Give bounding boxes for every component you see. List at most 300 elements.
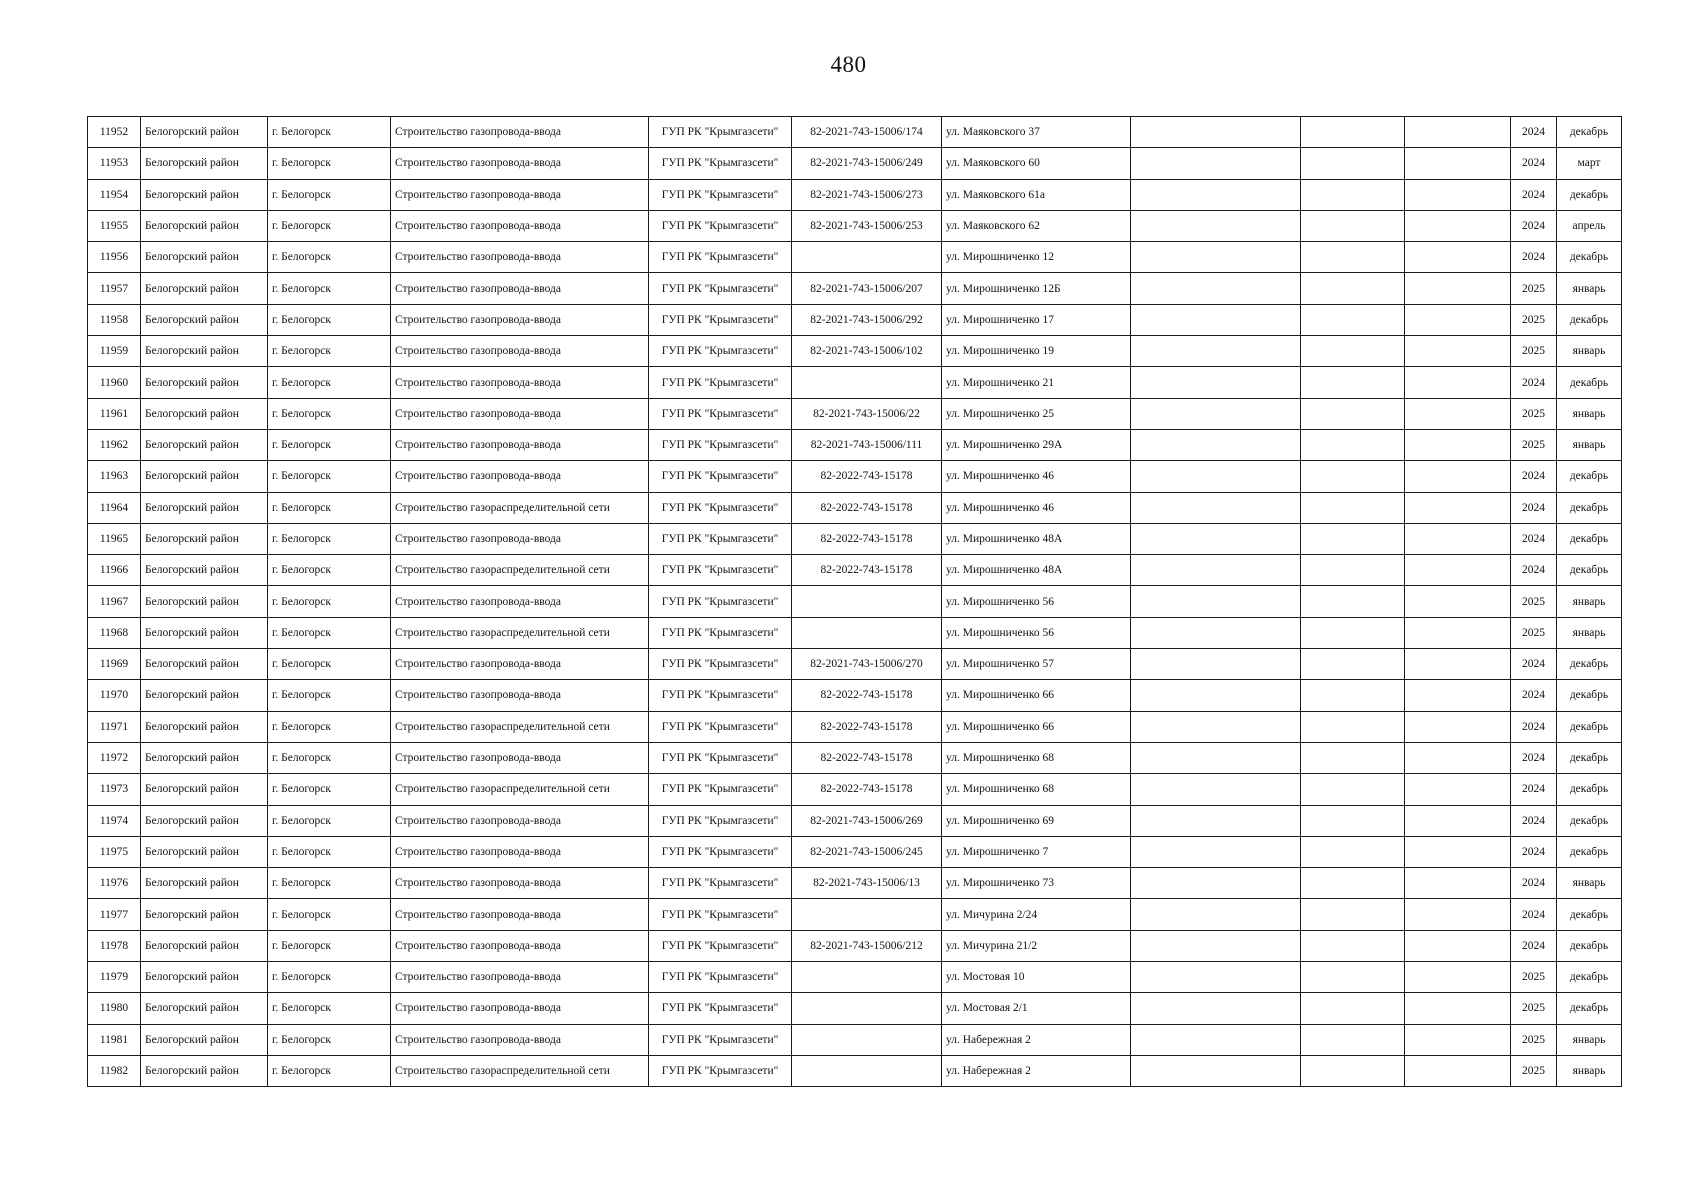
district-cell: Белогорский район bbox=[141, 179, 268, 210]
year-cell: 2024 bbox=[1511, 117, 1557, 148]
city-cell: г. Белогорск bbox=[268, 555, 391, 586]
table-row bbox=[88, 367, 1622, 398]
organization-cell: ГУП РК "Крымгазсети" bbox=[649, 930, 792, 961]
row-number-cell: 11958 bbox=[88, 304, 141, 335]
work-type-cell: Строительство газопровода-ввода bbox=[391, 868, 649, 899]
city-cell: г. Белогорск bbox=[268, 179, 391, 210]
row-number-cell: 11952 bbox=[88, 117, 141, 148]
address-cell: ул. Мирошниченко 66 bbox=[942, 680, 1131, 711]
city-cell: г. Белогорск bbox=[268, 805, 391, 836]
year-cell: 2024 bbox=[1511, 367, 1557, 398]
year-cell: 2025 bbox=[1511, 304, 1557, 335]
empty-cell bbox=[1405, 398, 1511, 429]
month-cell: декабрь bbox=[1557, 680, 1622, 711]
empty-cell bbox=[1405, 273, 1511, 304]
month-cell: декабрь bbox=[1557, 742, 1622, 773]
work-type-cell: Строительство газопровода-ввода bbox=[391, 930, 649, 961]
empty-cell bbox=[1301, 148, 1405, 179]
empty-cell bbox=[1301, 711, 1405, 742]
year-cell: 2025 bbox=[1511, 1024, 1557, 1055]
district-cell: Белогорский район bbox=[141, 461, 268, 492]
address-cell: ул. Мирошниченко 21 bbox=[942, 367, 1131, 398]
organization-cell: ГУП РК "Крымгазсети" bbox=[649, 304, 792, 335]
empty-cell bbox=[1405, 836, 1511, 867]
city-cell: г. Белогорск bbox=[268, 711, 391, 742]
empty-cell bbox=[1131, 117, 1301, 148]
empty-cell bbox=[1301, 930, 1405, 961]
city-cell: г. Белогорск bbox=[268, 461, 391, 492]
work-type-cell: Строительство газораспределительной сети bbox=[391, 711, 649, 742]
address-cell: ул. Набережная 2 bbox=[942, 1055, 1131, 1086]
project-code-cell bbox=[792, 242, 942, 273]
project-code-cell: 82-2021-743-15006/249 bbox=[792, 148, 942, 179]
row-number-cell: 11961 bbox=[88, 398, 141, 429]
city-cell: г. Белогорск bbox=[268, 148, 391, 179]
district-cell: Белогорский район bbox=[141, 899, 268, 930]
empty-cell bbox=[1405, 617, 1511, 648]
empty-cell bbox=[1131, 210, 1301, 241]
empty-cell bbox=[1131, 492, 1301, 523]
work-type-cell: Строительство газопровода-ввода bbox=[391, 148, 649, 179]
district-cell: Белогорский район bbox=[141, 210, 268, 241]
row-number-cell: 11967 bbox=[88, 586, 141, 617]
address-cell: ул. Мирошниченко 12Б bbox=[942, 273, 1131, 304]
work-type-cell: Строительство газораспределительной сети bbox=[391, 555, 649, 586]
city-cell: г. Белогорск bbox=[268, 617, 391, 648]
project-code-cell: 82-2022-743-15178 bbox=[792, 711, 942, 742]
year-cell: 2024 bbox=[1511, 742, 1557, 773]
organization-cell: ГУП РК "Крымгазсети" bbox=[649, 774, 792, 805]
address-cell: ул. Мостовая 2/1 bbox=[942, 993, 1131, 1024]
empty-cell bbox=[1131, 649, 1301, 680]
empty-cell bbox=[1301, 523, 1405, 554]
month-cell: март bbox=[1557, 148, 1622, 179]
table-row bbox=[88, 805, 1622, 836]
empty-cell bbox=[1301, 492, 1405, 523]
project-code-cell: 82-2022-743-15178 bbox=[792, 555, 942, 586]
year-cell: 2024 bbox=[1511, 680, 1557, 711]
empty-cell bbox=[1131, 461, 1301, 492]
empty-cell bbox=[1405, 148, 1511, 179]
city-cell: г. Белогорск bbox=[268, 930, 391, 961]
organization-cell: ГУП РК "Крымгазсети" bbox=[649, 273, 792, 304]
table-row bbox=[88, 836, 1622, 867]
work-type-cell: Строительство газораспределительной сети bbox=[391, 492, 649, 523]
empty-cell bbox=[1301, 868, 1405, 899]
year-cell: 2024 bbox=[1511, 148, 1557, 179]
month-cell: декабрь bbox=[1557, 367, 1622, 398]
address-cell: ул. Мостовая 10 bbox=[942, 962, 1131, 993]
district-cell: Белогорский район bbox=[141, 805, 268, 836]
month-cell: декабрь bbox=[1557, 774, 1622, 805]
row-number-cell: 11975 bbox=[88, 836, 141, 867]
empty-cell bbox=[1131, 680, 1301, 711]
organization-cell: ГУП РК "Крымгазсети" bbox=[649, 492, 792, 523]
project-code-cell bbox=[792, 586, 942, 617]
table-row bbox=[88, 304, 1622, 335]
empty-cell bbox=[1301, 1055, 1405, 1086]
address-cell: ул. Набережная 2 bbox=[942, 1024, 1131, 1055]
empty-cell bbox=[1131, 774, 1301, 805]
row-number-cell: 11972 bbox=[88, 742, 141, 773]
city-cell: г. Белогорск bbox=[268, 336, 391, 367]
empty-cell bbox=[1131, 930, 1301, 961]
work-type-cell: Строительство газораспределительной сети bbox=[391, 774, 649, 805]
organization-cell: ГУП РК "Крымгазсети" bbox=[649, 398, 792, 429]
district-cell: Белогорский район bbox=[141, 1055, 268, 1086]
empty-cell bbox=[1131, 1024, 1301, 1055]
address-cell: ул. Мирошниченко 7 bbox=[942, 836, 1131, 867]
city-cell: г. Белогорск bbox=[268, 1024, 391, 1055]
organization-cell: ГУП РК "Крымгазсети" bbox=[649, 805, 792, 836]
empty-cell bbox=[1301, 962, 1405, 993]
city-cell: г. Белогорск bbox=[268, 586, 391, 617]
empty-cell bbox=[1405, 304, 1511, 335]
year-cell: 2025 bbox=[1511, 336, 1557, 367]
empty-cell bbox=[1131, 899, 1301, 930]
district-cell: Белогорский район bbox=[141, 742, 268, 773]
work-type-cell: Строительство газопровода-ввода bbox=[391, 805, 649, 836]
project-code-cell: 82-2021-743-15006/207 bbox=[792, 273, 942, 304]
project-code-cell: 82-2021-743-15006/292 bbox=[792, 304, 942, 335]
table-row bbox=[88, 273, 1622, 304]
row-number-cell: 11964 bbox=[88, 492, 141, 523]
empty-cell bbox=[1131, 1055, 1301, 1086]
empty-cell bbox=[1131, 617, 1301, 648]
work-type-cell: Строительство газопровода-ввода bbox=[391, 117, 649, 148]
empty-cell bbox=[1301, 555, 1405, 586]
row-number-cell: 11962 bbox=[88, 429, 141, 460]
table-row bbox=[88, 492, 1622, 523]
city-cell: г. Белогорск bbox=[268, 210, 391, 241]
organization-cell: ГУП РК "Крымгазсети" bbox=[649, 742, 792, 773]
table-row bbox=[88, 586, 1622, 617]
organization-cell: ГУП РК "Крымгазсети" bbox=[649, 179, 792, 210]
work-type-cell: Строительство газопровода-ввода bbox=[391, 367, 649, 398]
organization-cell: ГУП РК "Крымгазсети" bbox=[649, 836, 792, 867]
table-row bbox=[88, 461, 1622, 492]
table-row bbox=[88, 711, 1622, 742]
work-type-cell: Строительство газопровода-ввода bbox=[391, 993, 649, 1024]
project-code-cell: 82-2021-743-15006/212 bbox=[792, 930, 942, 961]
project-code-cell bbox=[792, 1055, 942, 1086]
empty-cell bbox=[1301, 117, 1405, 148]
empty-cell bbox=[1301, 1024, 1405, 1055]
empty-cell bbox=[1131, 429, 1301, 460]
table-row bbox=[88, 962, 1622, 993]
district-cell: Белогорский район bbox=[141, 304, 268, 335]
project-code-cell: 82-2021-743-15006/13 bbox=[792, 868, 942, 899]
year-cell: 2024 bbox=[1511, 461, 1557, 492]
year-cell: 2025 bbox=[1511, 993, 1557, 1024]
table-row bbox=[88, 336, 1622, 367]
row-number-cell: 11982 bbox=[88, 1055, 141, 1086]
district-cell: Белогорский район bbox=[141, 242, 268, 273]
row-number-cell: 11959 bbox=[88, 336, 141, 367]
row-number-cell: 11963 bbox=[88, 461, 141, 492]
empty-cell bbox=[1301, 586, 1405, 617]
table-row bbox=[88, 649, 1622, 680]
city-cell: г. Белогорск bbox=[268, 429, 391, 460]
work-type-cell: Строительство газопровода-ввода bbox=[391, 461, 649, 492]
work-type-cell: Строительство газопровода-ввода bbox=[391, 586, 649, 617]
empty-cell bbox=[1405, 649, 1511, 680]
table-row bbox=[88, 523, 1622, 554]
address-cell: ул. Мирошниченко 57 bbox=[942, 649, 1131, 680]
address-cell: ул. Мирошниченко 25 bbox=[942, 398, 1131, 429]
table-row bbox=[88, 774, 1622, 805]
table-row bbox=[88, 210, 1622, 241]
empty-cell bbox=[1301, 805, 1405, 836]
work-type-cell: Строительство газопровода-ввода bbox=[391, 1024, 649, 1055]
row-number-cell: 11981 bbox=[88, 1024, 141, 1055]
table-row bbox=[88, 242, 1622, 273]
table-row bbox=[88, 868, 1622, 899]
city-cell: г. Белогорск bbox=[268, 899, 391, 930]
district-cell: Белогорский район bbox=[141, 993, 268, 1024]
year-cell: 2024 bbox=[1511, 711, 1557, 742]
row-number-cell: 11971 bbox=[88, 711, 141, 742]
work-type-cell: Строительство газораспределительной сети bbox=[391, 1055, 649, 1086]
empty-cell bbox=[1405, 117, 1511, 148]
row-number-cell: 11956 bbox=[88, 242, 141, 273]
row-number-cell: 11974 bbox=[88, 805, 141, 836]
address-cell: ул. Мирошниченко 68 bbox=[942, 774, 1131, 805]
empty-cell bbox=[1301, 429, 1405, 460]
district-cell: Белогорский район bbox=[141, 555, 268, 586]
empty-cell bbox=[1301, 899, 1405, 930]
empty-cell bbox=[1405, 680, 1511, 711]
table-row bbox=[88, 1055, 1622, 1086]
work-type-cell: Строительство газопровода-ввода bbox=[391, 304, 649, 335]
empty-cell bbox=[1405, 805, 1511, 836]
city-cell: г. Белогорск bbox=[268, 962, 391, 993]
organization-cell: ГУП РК "Крымгазсети" bbox=[649, 617, 792, 648]
month-cell: январь bbox=[1557, 398, 1622, 429]
row-number-cell: 11976 bbox=[88, 868, 141, 899]
table-row bbox=[88, 617, 1622, 648]
city-cell: г. Белогорск bbox=[268, 273, 391, 304]
project-code-cell: 82-2021-743-15006/174 bbox=[792, 117, 942, 148]
address-cell: ул. Мирошниченко 73 bbox=[942, 868, 1131, 899]
project-code-cell: 82-2021-743-15006/253 bbox=[792, 210, 942, 241]
city-cell: г. Белогорск bbox=[268, 1055, 391, 1086]
organization-cell: ГУП РК "Крымгазсети" bbox=[649, 711, 792, 742]
row-number-cell: 11978 bbox=[88, 930, 141, 961]
row-number-cell: 11970 bbox=[88, 680, 141, 711]
work-type-cell: Строительство газопровода-ввода bbox=[391, 210, 649, 241]
project-code-cell bbox=[792, 617, 942, 648]
table-row bbox=[88, 398, 1622, 429]
empty-cell bbox=[1405, 930, 1511, 961]
empty-cell bbox=[1405, 1055, 1511, 1086]
row-number-cell: 11979 bbox=[88, 962, 141, 993]
row-number-cell: 11969 bbox=[88, 649, 141, 680]
project-code-cell: 82-2022-743-15178 bbox=[792, 680, 942, 711]
table-row bbox=[88, 179, 1622, 210]
table-body bbox=[88, 117, 1622, 1087]
district-cell: Белогорский район bbox=[141, 117, 268, 148]
city-cell: г. Белогорск bbox=[268, 680, 391, 711]
work-type-cell: Строительство газопровода-ввода bbox=[391, 523, 649, 554]
empty-cell bbox=[1405, 523, 1511, 554]
project-code-cell: 82-2022-743-15178 bbox=[792, 523, 942, 554]
organization-cell: ГУП РК "Крымгазсети" bbox=[649, 899, 792, 930]
year-cell: 2024 bbox=[1511, 492, 1557, 523]
organization-cell: ГУП РК "Крымгазсети" bbox=[649, 868, 792, 899]
empty-cell bbox=[1301, 774, 1405, 805]
project-code-cell: 82-2021-743-15006/273 bbox=[792, 179, 942, 210]
year-cell: 2025 bbox=[1511, 586, 1557, 617]
page-number: 480 bbox=[830, 52, 867, 77]
organization-cell: ГУП РК "Крымгазсети" bbox=[649, 523, 792, 554]
project-code-cell bbox=[792, 367, 942, 398]
empty-cell bbox=[1131, 304, 1301, 335]
empty-cell bbox=[1301, 179, 1405, 210]
empty-cell bbox=[1405, 461, 1511, 492]
organization-cell: ГУП РК "Крымгазсети" bbox=[649, 336, 792, 367]
gasification-table bbox=[87, 116, 1622, 1087]
project-code-cell: 82-2022-743-15178 bbox=[792, 742, 942, 773]
work-type-cell: Строительство газопровода-ввода bbox=[391, 836, 649, 867]
year-cell: 2024 bbox=[1511, 805, 1557, 836]
empty-cell bbox=[1405, 993, 1511, 1024]
empty-cell bbox=[1301, 367, 1405, 398]
year-cell: 2025 bbox=[1511, 398, 1557, 429]
empty-cell bbox=[1405, 586, 1511, 617]
city-cell: г. Белогорск bbox=[268, 367, 391, 398]
table-row bbox=[88, 148, 1622, 179]
month-cell: декабрь bbox=[1557, 179, 1622, 210]
organization-cell: ГУП РК "Крымгазсети" bbox=[649, 962, 792, 993]
district-cell: Белогорский район bbox=[141, 336, 268, 367]
project-code-cell: 82-2021-743-15006/270 bbox=[792, 649, 942, 680]
district-cell: Белогорский район bbox=[141, 930, 268, 961]
year-cell: 2024 bbox=[1511, 523, 1557, 554]
empty-cell bbox=[1131, 398, 1301, 429]
year-cell: 2024 bbox=[1511, 555, 1557, 586]
empty-cell bbox=[1301, 742, 1405, 773]
city-cell: г. Белогорск bbox=[268, 649, 391, 680]
organization-cell: ГУП РК "Крымгазсети" bbox=[649, 367, 792, 398]
row-number-cell: 11955 bbox=[88, 210, 141, 241]
month-cell: январь bbox=[1557, 1055, 1622, 1086]
address-cell: ул. Мирошниченко 19 bbox=[942, 336, 1131, 367]
empty-cell bbox=[1301, 649, 1405, 680]
city-cell: г. Белогорск bbox=[268, 242, 391, 273]
month-cell: декабрь bbox=[1557, 962, 1622, 993]
work-type-cell: Строительство газопровода-ввода bbox=[391, 273, 649, 304]
organization-cell: ГУП РК "Крымгазсети" bbox=[649, 586, 792, 617]
address-cell: ул. Мичурина 2/24 bbox=[942, 899, 1131, 930]
city-cell: г. Белогорск bbox=[268, 836, 391, 867]
year-cell: 2024 bbox=[1511, 836, 1557, 867]
year-cell: 2024 bbox=[1511, 930, 1557, 961]
organization-cell: ГУП РК "Крымгазсети" bbox=[649, 148, 792, 179]
empty-cell bbox=[1131, 336, 1301, 367]
month-cell: апрель bbox=[1557, 210, 1622, 241]
empty-cell bbox=[1131, 742, 1301, 773]
year-cell: 2024 bbox=[1511, 899, 1557, 930]
empty-cell bbox=[1405, 179, 1511, 210]
city-cell: г. Белогорск bbox=[268, 523, 391, 554]
district-cell: Белогорский район bbox=[141, 774, 268, 805]
work-type-cell: Строительство газопровода-ввода bbox=[391, 336, 649, 367]
month-cell: декабрь bbox=[1557, 523, 1622, 554]
table-row bbox=[88, 742, 1622, 773]
month-cell: январь bbox=[1557, 617, 1622, 648]
address-cell: ул. Мирошниченко 48А bbox=[942, 555, 1131, 586]
empty-cell bbox=[1405, 242, 1511, 273]
address-cell: ул. Мирошниченко 69 bbox=[942, 805, 1131, 836]
month-cell: декабрь bbox=[1557, 711, 1622, 742]
month-cell: декабрь bbox=[1557, 899, 1622, 930]
empty-cell bbox=[1131, 836, 1301, 867]
district-cell: Белогорский район bbox=[141, 617, 268, 648]
district-cell: Белогорский район bbox=[141, 398, 268, 429]
year-cell: 2025 bbox=[1511, 273, 1557, 304]
empty-cell bbox=[1131, 523, 1301, 554]
month-cell: декабрь bbox=[1557, 649, 1622, 680]
address-cell: ул. Мичурина 21/2 bbox=[942, 930, 1131, 961]
empty-cell bbox=[1405, 899, 1511, 930]
row-number-cell: 11980 bbox=[88, 993, 141, 1024]
city-cell: г. Белогорск bbox=[268, 742, 391, 773]
month-cell: январь bbox=[1557, 336, 1622, 367]
year-cell: 2024 bbox=[1511, 179, 1557, 210]
month-cell: декабрь bbox=[1557, 242, 1622, 273]
address-cell: ул. Мирошниченко 66 bbox=[942, 711, 1131, 742]
district-cell: Белогорский район bbox=[141, 649, 268, 680]
organization-cell: ГУП РК "Крымгазсети" bbox=[649, 210, 792, 241]
address-cell: ул. Мирошниченко 56 bbox=[942, 617, 1131, 648]
address-cell: ул. Маяковского 37 bbox=[942, 117, 1131, 148]
year-cell: 2024 bbox=[1511, 774, 1557, 805]
row-number-cell: 11957 bbox=[88, 273, 141, 304]
empty-cell bbox=[1301, 336, 1405, 367]
city-cell: г. Белогорск bbox=[268, 993, 391, 1024]
district-cell: Белогорский район bbox=[141, 680, 268, 711]
empty-cell bbox=[1405, 962, 1511, 993]
district-cell: Белогорский район bbox=[141, 523, 268, 554]
work-type-cell: Строительство газопровода-ввода bbox=[391, 649, 649, 680]
empty-cell bbox=[1405, 210, 1511, 241]
work-type-cell: Строительство газопровода-ввода bbox=[391, 742, 649, 773]
month-cell: декабрь bbox=[1557, 555, 1622, 586]
table-row bbox=[88, 1024, 1622, 1055]
address-cell: ул. Мирошниченко 46 bbox=[942, 492, 1131, 523]
table-row bbox=[88, 993, 1622, 1024]
empty-cell bbox=[1405, 711, 1511, 742]
district-cell: Белогорский район bbox=[141, 1024, 268, 1055]
empty-cell bbox=[1301, 273, 1405, 304]
empty-cell bbox=[1405, 429, 1511, 460]
month-cell: декабрь bbox=[1557, 930, 1622, 961]
organization-cell: ГУП РК "Крымгазсети" bbox=[649, 117, 792, 148]
table-row bbox=[88, 899, 1622, 930]
empty-cell bbox=[1131, 148, 1301, 179]
empty-cell bbox=[1405, 336, 1511, 367]
row-number-cell: 11973 bbox=[88, 774, 141, 805]
table-row bbox=[88, 680, 1622, 711]
year-cell: 2025 bbox=[1511, 429, 1557, 460]
work-type-cell: Строительство газопровода-ввода bbox=[391, 179, 649, 210]
organization-cell: ГУП РК "Крымгазсети" bbox=[649, 242, 792, 273]
empty-cell bbox=[1131, 805, 1301, 836]
row-number-cell: 11953 bbox=[88, 148, 141, 179]
city-cell: г. Белогорск bbox=[268, 304, 391, 335]
row-number-cell: 11966 bbox=[88, 555, 141, 586]
